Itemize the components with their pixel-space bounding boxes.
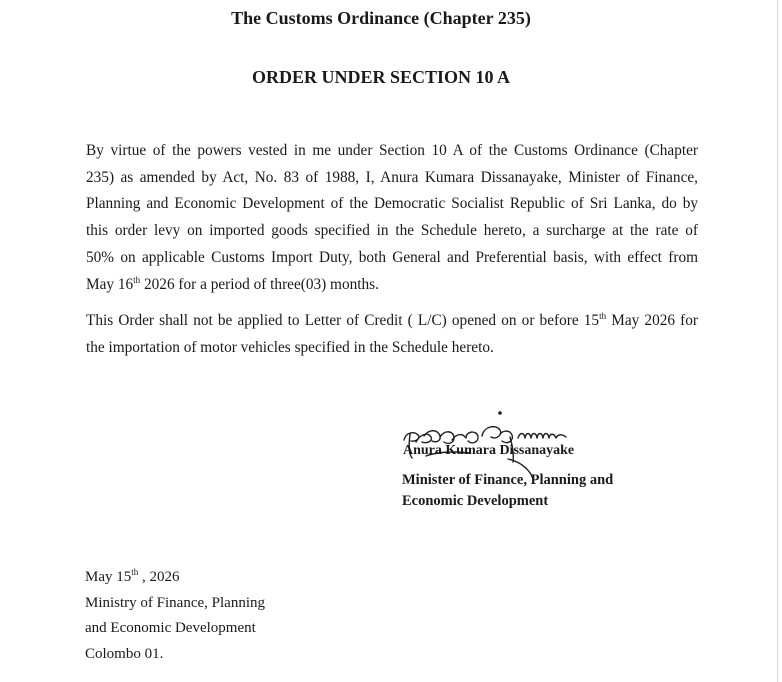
effective-date-day: May 16 <box>86 275 134 293</box>
paragraph-line: the importation of motor vehicles specified in the Schedule hereto. <box>86 338 494 356</box>
ministry-name-line-1: Ministry of Finance, Planning <box>85 594 265 611</box>
ministry-name-line-2: and Economic Development <box>85 620 256 636</box>
paragraph-line: By virtue of the powers vested in me under Section 10 A of the Customs Ordinance (Chapter <box>86 142 698 159</box>
issue-date-day: May 15 <box>85 569 132 585</box>
issuing-office-block <box>85 565 265 667</box>
lc-exemption-date: May 2026 for <box>606 312 699 329</box>
ordinance-title: The Customs Ordinance (Chapter 235) <box>231 8 531 28</box>
paragraph-line <box>86 308 698 335</box>
lc-exemption-text: This Order shall not be applied to Letter of Credit ( L/C) opened on or before 15 <box>86 312 600 329</box>
paragraph-line: this order levy on imported goods specified in the Schedule hereto, a surcharge at the rate of <box>86 222 698 240</box>
effective-period-text: 2026 for a period of three(03) months. <box>140 275 379 293</box>
issue-date <box>85 565 265 591</box>
paragraph-line: 50% on applicable Customs Import Duty, both General and Preferential basis, with effect from <box>86 248 698 266</box>
signatory-title-line-1: Minister of Finance, Planning and <box>402 472 614 488</box>
order-heading: ORDER UNDER SECTION 10 A <box>251 67 511 87</box>
page-edge <box>777 0 778 682</box>
ordinal-suffix: th <box>131 567 139 577</box>
paragraph-line: Planning and Economic Development of the Democratic Socialist Republic of Sri Lanka, do by <box>86 195 698 213</box>
ordinal-suffix: th <box>599 311 607 321</box>
issue-date-year: , 2026 <box>138 569 180 585</box>
signatory-title-line-2: Economic Development <box>402 493 549 509</box>
signature-block <box>396 404 656 514</box>
order-paragraph-2 <box>86 308 698 361</box>
ordinal-suffix: th <box>133 274 141 285</box>
issuing-city: Colombo 01. <box>85 645 164 662</box>
paragraph-line: 235) as amended by Act, No. 83 of 1988, I, Anura Kumara Dissanayake, Minister of Finance, <box>86 168 698 186</box>
handwritten-signature <box>396 404 596 479</box>
order-paragraph-1 <box>86 138 698 298</box>
signatory-name: Anura Kumara Dissanayake <box>403 443 575 458</box>
paragraph-line <box>86 272 698 299</box>
